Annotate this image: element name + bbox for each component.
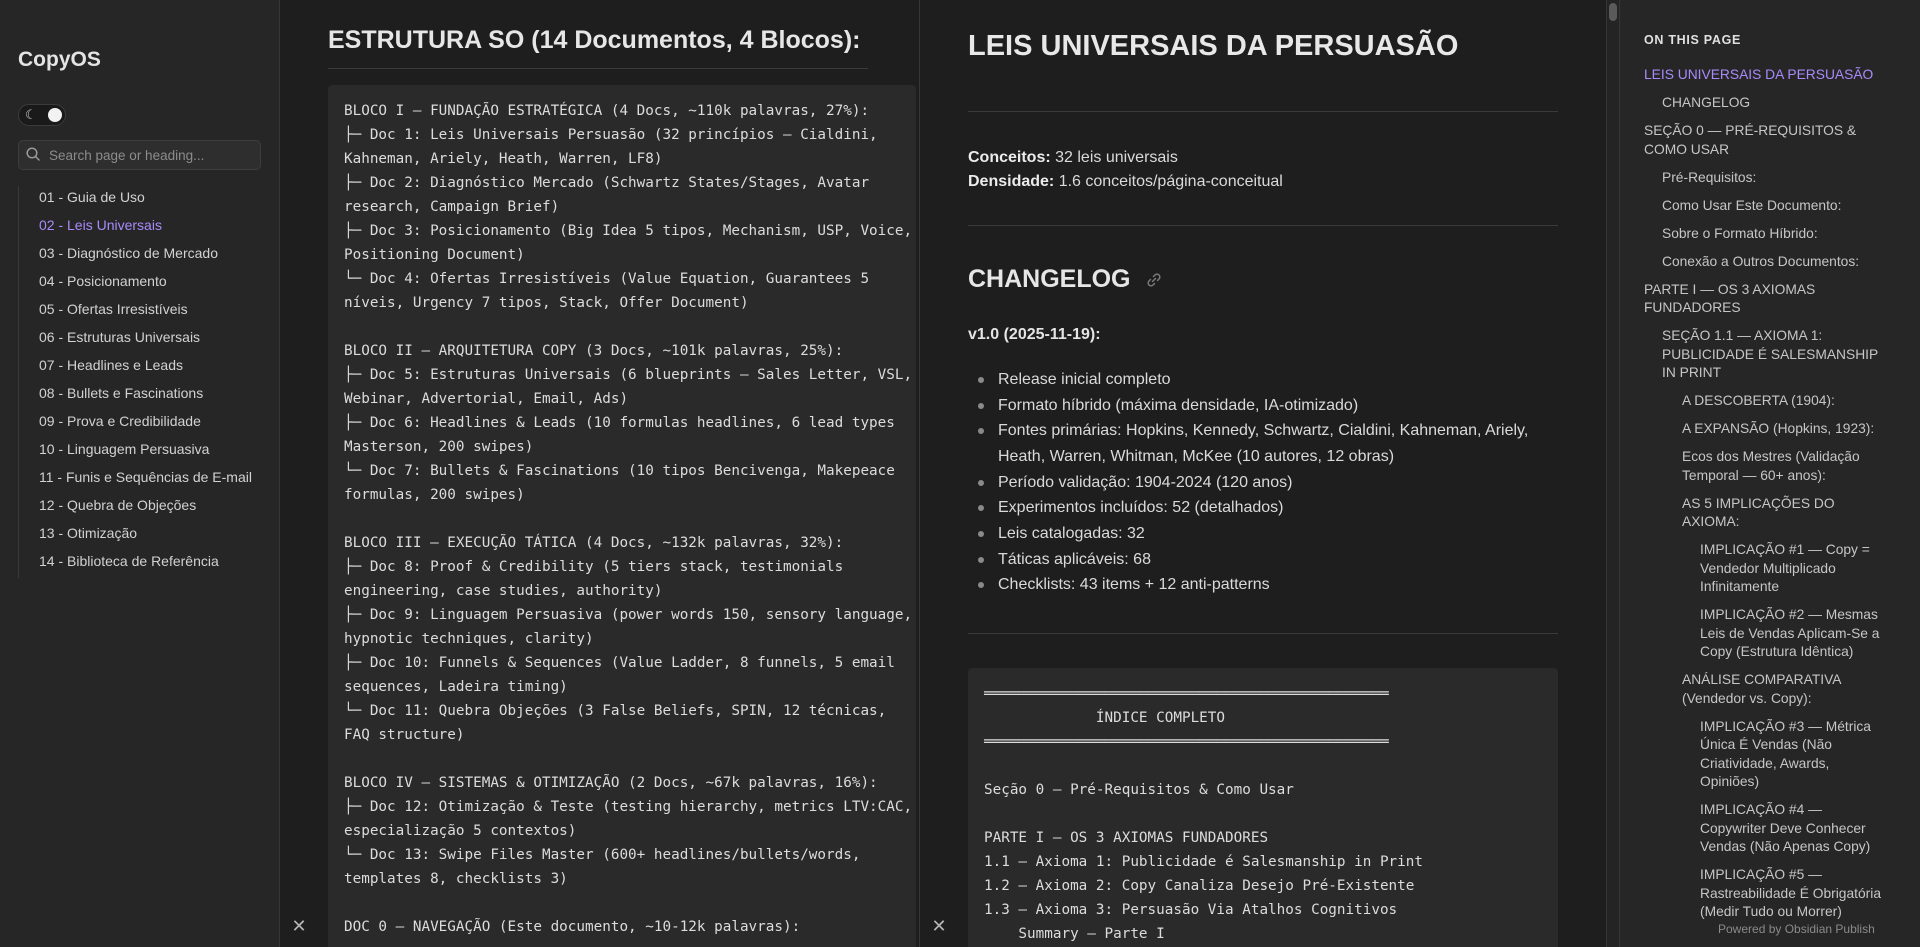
sidebar-item[interactable]: 10 - Linguagem Persuasiva	[39, 441, 210, 457]
outline-item[interactable]: PARTE I — OS 3 AXIOMAS FUNDADORES	[1644, 281, 1816, 315]
code-block: BLOCO I — FUNDAÇÃO ESTRATÉGICA (4 Docs, ~110k palavras, 27%): ├─ Doc 1: Leis Universais Persuasão (32 princípios — Cialdini, Kahneman, Ariely, Heath, Warren, LF8) ├─ Doc 2: Diagnóstico Mercado (Schwartz States/Stages, Avatar research, Campaign Brief) ├─ Doc 3: Posicionamento (Big Idea 5 tipos, Mechanism, USP, Voice, Positioning Document) └─ Doc 4: Ofertas Irresistíveis (Value Equation, Guarantees 5 níveis, Urgency 7 tipos, Stack, Offer Document) BLOCO II — ARQUITETURA COPY (3 Docs, ~101k palavras, 25%): ├─ Doc 5: Estruturas Universais (6 blueprints — Sales Letter, VSL, Webinar, Advertorial, Email, Ads) ├─ Doc 6: Headlines & Leads (10 formulas headlines, 6 lead types Masterson, 200 swipes) └─ Doc 7: Bullets & Fascinations (10 tipos Bencivenga, Makepeace formulas, 200 swipes) BLOCO III — EXECUÇÃO TÁTICA (4 Docs, ~132k palavras, 32%): ├─ Doc 8: Proof & Credibility (5 tiers stack, testimonials engineering, case studies, authority) ├─ Doc 9: Linguagem Persuasiva (power words 150, sensory language, hypnotic techniques, clarity) ├─ Doc 10: Funnels & Sequences (Value Ladder, 8 funnels, 5 email sequences, Ladeira timing) └─ Doc 11: Quebra Objeções (3 False Beliefs, SPIN, 12 técnicas, FAQ structure) BLOCO IV — SISTEMAS & OTIMIZAÇÃO (2 Docs, ~67k palavras, 16%): ├─ Doc 12: Otimização & Teste (testing hierarchy, metrics LTV:CAC, especialização 5 contextos) └─ Doc 13: Swipe Files Master (600+ headlines/bullets/words, templates 8, checklists 3) DOC 0 — NAVEGAÇÃO (Este documento, ~10-12k palavras):	[328, 85, 916, 947]
powered-by-link[interactable]: Powered by Obsidian Publish	[1718, 922, 1875, 936]
sidebar-item[interactable]: 05 - Ofertas Irresistíveis	[39, 301, 188, 317]
divider	[968, 633, 1558, 634]
divider	[968, 225, 1558, 226]
changelog-item: Checklists: 43 items + 12 anti-patterns	[968, 572, 1558, 597]
changelog-item: Fontes primárias: Hopkins, Kennedy, Schwartz, Cialdini, Kahneman, Ariely, Heath, Warren, Whitman, McKee (10 autores, 12 obras)	[968, 418, 1558, 469]
search-box[interactable]	[18, 140, 261, 170]
outline-item[interactable]: Conexão a Outros Documentos:	[1662, 253, 1860, 269]
sidebar-item[interactable]: 13 - Otimização	[39, 525, 138, 541]
changelog-list	[968, 367, 1558, 598]
outline-item[interactable]: Sobre o Formato Híbrido:	[1662, 225, 1818, 241]
sidebar-item[interactable]: 07 - Headlines e Leads	[39, 357, 183, 373]
sidebar-item[interactable]: 11 - Funis e Sequências de E-mail	[39, 469, 252, 485]
meta-block	[968, 146, 1283, 194]
changelog-item: Período validação: 1904-2024 (120 anos)	[968, 470, 1558, 495]
sidebar-item[interactable]: 01 - Guia de Uso	[39, 189, 145, 205]
file-nav	[18, 186, 268, 578]
density-label: Densidade:	[968, 173, 1055, 190]
pane-estrutura	[280, 0, 920, 947]
search-icon	[25, 146, 41, 162]
divider	[968, 111, 1558, 112]
sidebar-item[interactable]: 08 - Bullets e Fascinations	[39, 385, 204, 401]
outline-item[interactable]: A DESCOBERTA (1904):	[1682, 393, 1835, 408]
theme-toggle[interactable]	[18, 104, 66, 126]
concepts-value: 32 leis universais	[1050, 149, 1178, 166]
sidebar-item[interactable]: 02 - Leis Universais	[39, 217, 162, 233]
changelog-item: Táticas aplicáveis: 68	[968, 547, 1558, 572]
density-value: 1.6 conceitos/página-conceitual	[1054, 173, 1283, 190]
concepts-label: Conceitos:	[968, 149, 1051, 166]
outline-item[interactable]: Pré-Requisitos:	[1662, 169, 1757, 185]
outline-item[interactable]: LEIS UNIVERSAIS DA PERSUASÃO	[1644, 67, 1874, 82]
outline-item[interactable]: ANÁLISE COMPARATIVA (Vendedor vs. Copy):	[1682, 672, 1841, 706]
outline-heading: ON THIS PAGE	[1644, 33, 1742, 47]
sidebar-item[interactable]: 03 - Diagnóstico de Mercado	[39, 245, 218, 261]
toggle-knob	[48, 108, 62, 122]
index-code-block: ═══════════════════════════════════════════════ ÍNDICE COMPLETO ═══════════════════════════════════════════════ Seção 0 — Pré-Requisitos & Como Usar PARTE I — OS 3 AXIOMAS FUNDADORES 1.1 — Axioma 1: Publicidade é Salesmanship in Print 1.2 — Axioma 2: Copy Canaliza Desejo Pré-Existente 1.3 — Axioma 3: Persuasão Via Atalhos Cognitivos Summary — Parte I	[968, 668, 1558, 947]
outline-item[interactable]: IMPLICAÇÃO #4 — Copywriter Deve Conhecer Vendas (Não Apenas Copy)	[1700, 802, 1871, 854]
outline-list	[1644, 66, 1890, 931]
section-heading: ESTRUTURA SO (14 Documentos, 4 Blocos):	[328, 26, 861, 54]
changelog-item: Release inicial completo	[968, 367, 1558, 392]
changelog-heading-text: CHANGELOG	[968, 265, 1131, 293]
changelog-item: Experimentos incluídos: 52 (detalhados)	[968, 495, 1558, 520]
scrollbar[interactable]	[1606, 0, 1620, 947]
outline-item[interactable]: CHANGELOG	[1662, 95, 1751, 110]
outline-item[interactable]: IMPLICAÇÃO #1 — Copy = Vendedor Multiplicado Infinitamente	[1700, 542, 1870, 594]
outline-panel	[1620, 0, 1920, 947]
moon-icon: ☾	[25, 107, 37, 122]
left-sidebar	[0, 0, 280, 947]
search-input[interactable]	[49, 141, 254, 169]
version-label: v1.0 (2025-11-19):	[968, 326, 1101, 343]
outline-item[interactable]: Ecos dos Mestres (Validação Temporal — 60+ anos):	[1682, 449, 1860, 483]
changelog-item: Leis catalogadas: 32	[968, 521, 1558, 546]
outline-item[interactable]: SEÇÃO 1.1 — AXIOMA 1: PUBLICIDADE É SALESMANSHIP IN PRINT	[1662, 328, 1878, 380]
site-name[interactable]: CopyOS	[18, 48, 101, 71]
sidebar-item[interactable]: 06 - Estruturas Universais	[39, 329, 201, 345]
changelog-heading	[968, 265, 1163, 294]
outline-item[interactable]: IMPLICAÇÃO #5 — Rastreabilidade É Obrigatória (Medir Tudo ou Morrer)	[1700, 867, 1881, 919]
outline-item[interactable]: IMPLICAÇÃO #2 — Mesmas Leis de Vendas Aplicam-Se a Copy (Estrutura Idêntica)	[1700, 607, 1880, 659]
sidebar-item[interactable]: 14 - Biblioteca de Referência	[39, 553, 219, 569]
page-title: LEIS UNIVERSAIS DA PERSUASÃO	[968, 30, 1459, 62]
pane-leis-universais	[920, 0, 1610, 947]
close-pane-button[interactable]: ✕	[291, 916, 307, 936]
outline-item[interactable]: AS 5 IMPLICAÇÕES DO AXIOMA:	[1682, 495, 1835, 529]
sidebar-item[interactable]: 12 - Quebra de Objeções	[39, 497, 197, 513]
close-pane-button[interactable]: ✕	[931, 916, 947, 936]
outline-item[interactable]: IMPLICAÇÃO #3 — Métrica Única É Vendas (Não Criatividade, Awards, Opiniões)	[1700, 718, 1871, 789]
sidebar-item[interactable]: 04 - Posicionamento	[39, 273, 167, 289]
outline-item[interactable]: Como Usar Este Documento:	[1662, 197, 1842, 213]
outline-item[interactable]: A EXPANSÃO (Hopkins, 1923):	[1682, 421, 1875, 436]
sidebar-item[interactable]: 09 - Prova e Credibilidade	[39, 413, 201, 429]
changelog-item: Formato híbrido (máxima densidade, IA-otimizado)	[968, 393, 1558, 418]
divider	[328, 68, 868, 69]
link-icon[interactable]	[1145, 271, 1163, 289]
scrollbar-thumb[interactable]	[1609, 3, 1617, 21]
outline-item[interactable]: SEÇÃO 0 — PRÉ-REQUISITOS & COMO USAR	[1644, 123, 1857, 157]
